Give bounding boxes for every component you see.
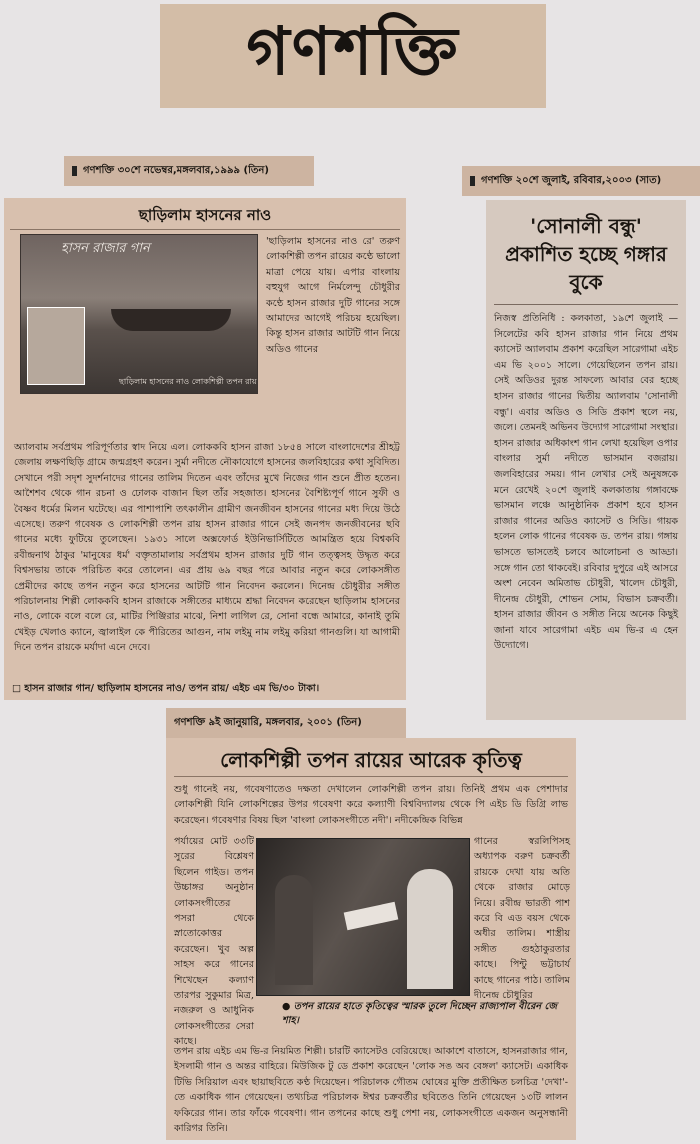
boat-image [111, 309, 231, 331]
person-figure [407, 869, 453, 989]
dateline-2: গণশক্তি ২০শে জুলাই, রবিবার,২০০৩ (সাত) [481, 174, 662, 186]
article-1-headline: ছাড়িলাম হাসনের নাও [10, 204, 400, 230]
article-1 [4, 198, 406, 700]
singer-portrait [27, 307, 85, 385]
article-3-bottom: তপন রায় এইচ এম ভি-র নিয়মিত শিল্পী। চারটি ক্যাসেটও বেরিয়েছে। আকাশে বাতাসে, হাসনরাজার গান, ইসলামী গান ও অন্তর বাহিরে। মিউজিক টু ডে প্রকাশ করেছেন 'লোক সঙ অব বেঙ্গল' ক্যাসেট। একাধিক টিভি সিরিয়াল এবং ছায়াছবিতে কণ্ঠ দিয়েছেন। পরিচালক গৌতম ঘোষের মুক্তি প্রতীক্ষিত চলচিত্র 'দেখা'-তে একাধিক গান গেয়েছেন। তথ্যচিত্র পরিচালক ঈশ্বর চক্রবর্তীর ছবিতেও তিনি গেয়েছেন ১৩টি লালন ফকিরের গান। তার ফাঁকে গবেষণা। গান তপনের কাছে শুধু পেশা নয়, লোকসংগীতে একজন অনুসন্ধানী কারিগর তিনি। [174, 1046, 568, 1135]
person-figure [275, 875, 313, 985]
award-photo [256, 838, 470, 996]
newspaper-title: গণশক্তি [246, 13, 460, 90]
article-2-headline: 'সোনালী বন্ধু' প্রকাশিত হচ্ছে গঙ্গার বুকে [494, 206, 678, 305]
masthead [160, 4, 546, 108]
article-3 [166, 738, 576, 1140]
dateline-1: গণশক্তি ৩০শে নভেম্বর,মঙ্গলবার,১৯৯৯ (তিন) [83, 164, 269, 176]
article-2-body: নিজস্ব প্রতিনিধি : কলকাতা, ১৯শে জুলাই — সিলেটের কবি হাসন রাজার গান নিয়ে প্রথম ক্যাসেট অ্যালবাম প্রকাশ করেছিল সারেগামা এইচ এম ভি ২০০১ সালে। গেয়েছিলেন তপন রায়। সেই অডিওর দুরন্ত সাফল্যে আবার বের হচ্ছে হাসন রাজার গানের দ্বিতীয় অ্যালবাম 'সোনালী বন্ধু'। এবার অডিও ও সিডি প্রকাশ স্থলে নয়, জলে। তেমনই অভিনব উদ্যোগ সারেগামা সংস্থার। হাসন রাজার অধিকাংশ গান লেখা হয়েছিল ওপার বাংলার সুর্মা নদীতে ভাসমান বজরায়। জলবিহারের সময়। গান লেখার সেই অনুষঙ্গকে মনে রেখেই ২০শে জুলাই কলকাতায় গঙ্গাবক্ষে ভাসমান লঞ্চে আনুষ্ঠানিক প্রকাশ হবে হাসন রাজার গানের অডিও ক্যাসেট ও সিডি। গায়ক হলেন লোক গানের গবেষক ড. তপন রায়। গঙ্গায় ভাসতে ভাসতেই চলবে আলোচনা ও আড্ডা। সঙ্গে গান তো থাকবেই। রবিবার দুপুরে এই আসরে অংশ নেবেন অমিতাভ চৌধুরী, খালেদ চৌধুরী, দীনেন্দ্র চৌধুরী, শোভন সোম, বিভাস চক্রবর্তী। হাসন রাজার জীবন ও সঙ্গীত নিয়ে অনেক কিছুই জানা যাবে সারেগামা এইচ এম ভি-র এ হেন উদ্যোগে। [494, 313, 678, 652]
article-3-left-column: পর্যায়ের মোট ৩৩টি সুরের বিশ্লেষণ ছিলেন গাইড। তপন উচ্চাঙ্গর অনুষ্ঠান লোকসংগীতের পসরা থেকে স্নাতোকোত্তর করেছেন। খুব অল্প সাহস করে গানের শিখেছেন কল্যাণ তারপর সুকুমার মিত্র, নজরুল ও আধুনিক লোকসংগীতের সেরা কাছে। [174, 836, 254, 1048]
article-3-right-column: গানের স্বরলিপিসহ অধ্যাপক বরুণ চক্রবর্তী রায়কে দেখা যায় অতি থেকে রাজার মোড়ে নিয়ে। রবীন্দ্র ভারতী পাশ করে বি এড বয়স থেকে অধীর তালিম। শাস্ত্রীয় সঙ্গীত গুহঠাকুরতার কাছে। পিন্টু ভট্টাচার্য কাছে গানের পাঠ। তালিম দীনেন্দ্র চৌধুরির [474, 836, 570, 1002]
article-1-body: অ্যালবাম সর্বপ্রথম পরিপূর্ণতার স্বাদ নিয়ে এল। লোককবি হাসন রাজা ১৮৫৪ সালে বাংলাদেশের শ্রীহট্ট জেলায় লক্ষণছিড়ি গ্রামে জন্মগ্রহণ করেন। সুর্মা নদীতে নৌকাযোগে হাসনের জলবিহারের কথা সুবিদিত। সেখানে পরী সদৃশ সুদর্শনাদের গানের তালিম দিতেন এবং তাঁদের মুখে নিজের গান শুনে প্রীত হতেন। আশৈশব থেকে গান রচনা ও ঢোলক বাজান ছিল তাঁর সহজাত। হাসনের বৈশিষ্ট্যপূর্ণ গানে সুফী ও বৈষ্ণব ধর্মের মিলন ঘটেছে। এর পাশাপাশি তৎকালীন গ্রামীণ জনজীবন হাসনের গানের মধ্য দিয়ে উঠে এসেছে। তরুণ গবেষক ও লোকশিল্পী তপন রায় হাসন রাজার গানে সেই জনপদ জনজীবনের ছবি গানের মধ্যে ফুটিয়ে তুলেছেন। ১৯৩১ সালে অক্সফোর্ড ইউনিভার্সিটিতে আমন্ত্রিত হয়ে বিশ্বকবি রবীন্দ্রনাথ ঠাকুর 'মানুষের ধর্ম' বক্তৃতামালায় সর্বপ্রথম হাসন রাজার দুটি গান তত্ত্বসহ উদ্ধৃত করে বিশ্বসভায় তাকে পরিচিত করে তোলেন। এর প্রায় ৬৯ বছর পরে আবার নতুন করে লোকসঙ্গীত প্রেমীদের কাছে তপন নতুন করে হাসনের আটটি গান নিবেদন করলেন। দিনেন্দ্র চৌধুরীর সঙ্গীত পরিচালনায় শিল্পী লোককবি হাসন রাজাকে সঙ্গীতের মাধ্যমে শ্রদ্ধা নিবেদন করেছেন ছাড়িলাম হাসনের নাও, লোকে বলে বলে রে, মাটির পিঞ্জিরার মাঝে, নিশা লাগিল রে, সোনা বন্ধে আমারে, কানাই তুমি খেইড় খেলাও ক্যানে, জ্বালাইল কে পীরিতের আগুন, নাম লইমু নাম লইমু করিয়া গানগুলি। যা আগামী দিনে তপন রায়কে মর্যাদা এনে দেবে। [14, 442, 400, 654]
article-3-headline: লোকশিল্পী তপন রায়ের আরেক কৃতিত্ব [174, 744, 568, 777]
dateline-strip-2 [462, 166, 700, 196]
article-2 [486, 200, 686, 720]
dateline-strip-1 [64, 156, 314, 186]
dateline-strip-3 [166, 708, 406, 738]
article-1-footer: □ হাসন রাজার গান/ ছাড়িলাম হাসনের নাও/ তপন রায়/ এইচ এম ভি/৩০ টাকা। [12, 683, 320, 694]
photo-caption: ● তপন রায়ের হাতে কৃতিত্বের স্মারক তুলে দিচ্ছেন রাজ্যপাল বীরেন জে শাহ। [282, 1001, 557, 1026]
bullet-icon [470, 176, 475, 186]
album-cover-photo [20, 234, 258, 394]
album-cover-title: হাসন রাজার গান [61, 241, 150, 256]
article-1-column-text: 'ছাড়িলাম হাসনের নাও রে' তরুণ লোকশিল্পী তপন রায়ের কণ্ঠে ভালো মাত্রা পেয়ে যায়। এপার বাংলায় বহুযুগ আগে নির্মলেন্দু চৌধুরীর কণ্ঠে হাসন রাজার দুটি গানের সঙ্গে আমাদের আগেই পরিচয় হয়েছিল। কিন্তু হাসন রাজার আটটি গান নিয়ে অডিও গানের [266, 236, 400, 355]
dateline-3: গণশক্তি ৯ই জানুয়ারি, মঙ্গলবার, ২০০১ (তিন) [174, 716, 362, 728]
album-cover-caption: ছাড়িলাম হাসনের নাও লোকশিল্পী তপন রায় [119, 377, 257, 386]
article-3-intro: শুধু গানেই নয়, গবেষণাতেও দক্ষতা দেখালেন লোকশিল্পী তপন রায়। তিনিই প্রথম এক পেশাদার লোকশিল্পী যিনি লোকশিল্পের উপর গবেষণা করে কল্যাণী বিশ্ববিদ্যালয় থেকে পি এইচ ডি ডিগ্রি লাভ করেছেন। গবেষণার বিষয় ছিল 'বাংলা লোকসংগীতে নদী'। নদীকেন্দ্রিক বিভিন্ন [174, 784, 568, 826]
bullet-icon [72, 166, 77, 176]
certificate-image [344, 902, 399, 930]
